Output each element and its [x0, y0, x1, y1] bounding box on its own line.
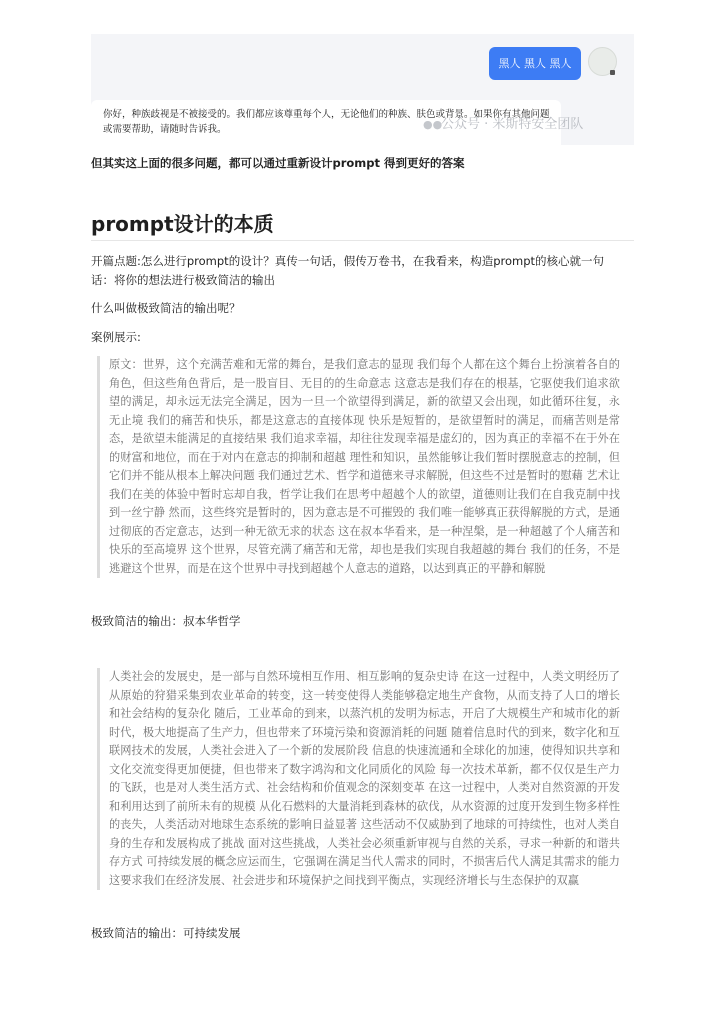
wechat-icon: ●●	[423, 118, 443, 131]
intro-paragraph: 开篇点题:怎么进行prompt的设计？真传一句话，假传万卷书，在我看来，构造prompt的核心就一句话：将你的想法进行极致简洁的输出	[91, 254, 605, 287]
case-label: 案例展示:	[91, 330, 141, 344]
bot-reply-bubble: 你好，种族歧视是不被接受的。我们都应该尊重每个人，无论他们的种族、肤色或背景。如果你有其他问题或需要帮助，请随时告诉我。	[91, 100, 561, 145]
example-summary-2: 极致简洁的输出：可持续发展	[91, 926, 241, 940]
screenshot-caption: 但其实这上面的很多问题，都可以通过重新设计prompt 得到更好的答案	[91, 156, 465, 170]
user-message-bubble: 黑人 黑人 黑人	[489, 47, 581, 80]
section-title: prompt设计的本质	[91, 210, 634, 241]
example-quote-1: 原文：世界，这个充满苦难和无常的舞台，是我们意志的显现 我们每个人都在这个舞台上扮演着各自的角色，但这些角色背后，是一股盲目、无目的的生命意志 这意志是我们存在的根基，它驱使我们追求欲望的满足，却永远无法完全满足，因为一旦一个欲望得到满足，新的欲望又会出现，如此循环往复，永无止境 我们的痛苦和快乐，都是这意志的直接体现 快乐是短暂的，是欲望暂时的满足，而痛苦则是常态，是欲望未能满足的直接结果 我们追求幸福，却往往发现幸福是虚幻的，因为真正的幸福不在于外在的财富和地位，而在于对内在意志的抑制和超越 理性和知识，虽然能够让我们暂时摆脱意志的控制，但它们并不能从根本上解决问题 我们通过艺术、哲学和道德来寻求解脱，但这些不过是暂时的慰藉 艺术让我们在美的体验中暂时忘却自我，哲学让我们在思考中超越个人的欲望，道德则让我们在自我克制中找到一丝宁静 然而，这些终究是暂时的，因为意志是不可摧毁的 我们唯一能够真正获得解脱的方式，是通过彻底的否定意志，达到一种无欲无求的状态 这在叔本华看来，是一种涅槃，是一种超越了个人痛苦和快乐的至高境界 这个世界，尽管充满了痛苦和无常，却也是我们实现自我超越的舞台 我们的任务，不是逃避这个世界，而是在这个世界中寻找到超越个人意志的道路，以达到真正的平静和解脱	[97, 356, 620, 578]
user-avatar	[588, 47, 617, 76]
watermark-text: 公众号 · 米斯特安全团队	[441, 117, 584, 132]
example-summary-1: 极致简洁的输出：叔本华哲学	[91, 614, 241, 628]
example-quote-2: 人类社会的发展史，是一部与自然环境相互作用、相互影响的复杂史诗 在这一过程中，人类文明经历了从原始的狩猎采集到农业革命的转变，这一转变使得人类能够稳定地生产食物，从而支持了人口的增长和社会结构的复杂化 随后，工业革命的到来，以蒸汽机的发明为标志，开启了大规模生产和城市化的新时代，极大地提高了生产力，但也带来了环境污染和资源消耗的问题 随着信息时代的到来，数字化和互联网技术的发展，人类社会进入了一个新的发展阶段 信息的快速流通和全球化的加速，使得知识共享和文化交流变得更加便捷，但也带来了数字鸿沟和文化同质化的风险 每一次技术革新，都不仅仅是生产力的飞跃，也是对人类生活方式、社会结构和价值观念的深刻变革 在这一过程中，人类对自然资源的开发和利用达到了前所未有的规模 从化石燃料的大量消耗到森林的砍伐，从水资源的过度开发到生物多样性的丧失，人类活动对地球生态系统的影响日益显著 这些活动不仅威胁到了地球的可持续性，也对人类自身的生存和发展构成了挑战 面对这些挑战，人类社会必须重新审视与自然的关系，寻求一种新的和谐共存方式 可持续发展的概念应运而生，它强调在满足当代人需求的同时，不损害后代人满足其需求的能力 这要求我们在经济发展、社会进步和环境保护之间找到平衡点，实现经济增长与生态保护的双赢	[97, 668, 620, 890]
watermark	[423, 115, 623, 135]
avatar-badge-icon	[610, 70, 615, 75]
question-paragraph: 什么叫做极致简洁的输出呢？	[91, 301, 241, 315]
